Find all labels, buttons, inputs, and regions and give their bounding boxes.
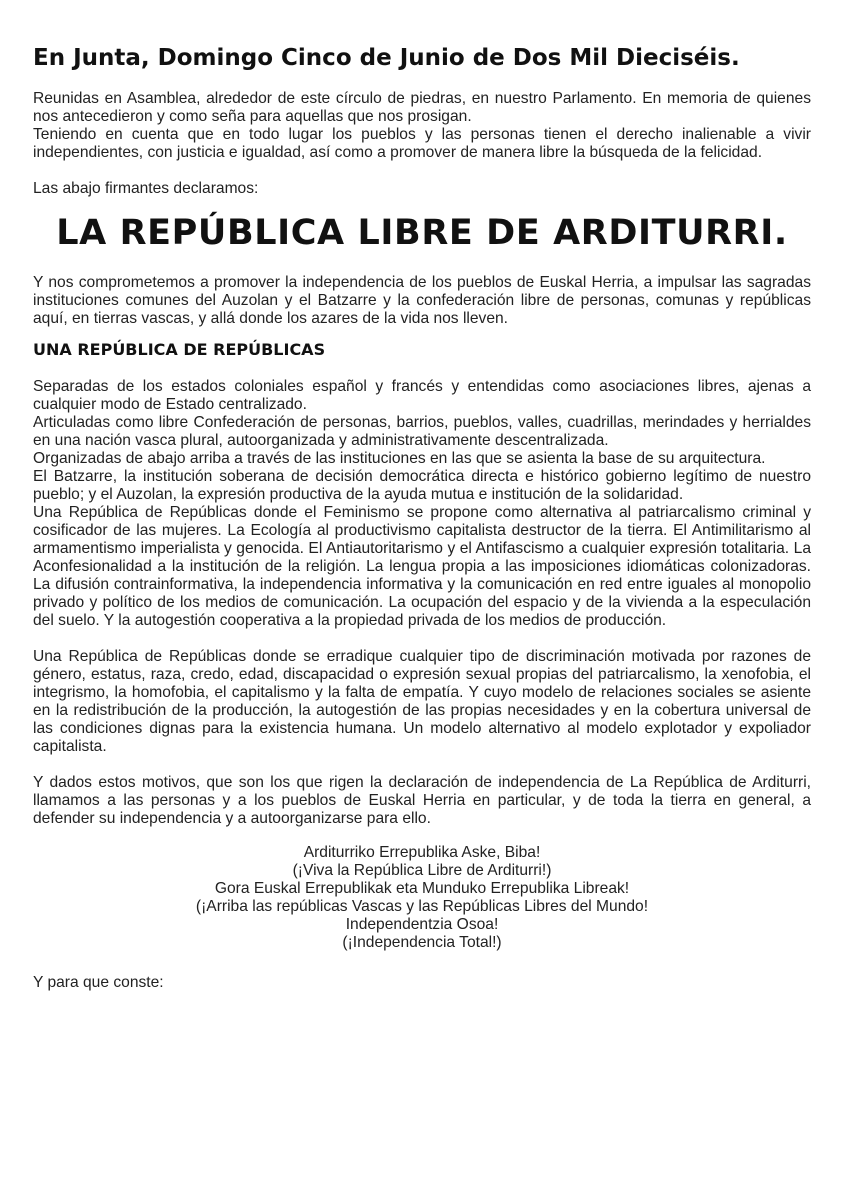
section-title: UNA REPÚBLICA DE REPÚBLICAS (33, 340, 326, 359)
slogan-line: (¡Arriba las repúblicas Vascas y las Repúblicas Libres del Mundo! (195, 898, 649, 915)
intro-paragraph-3: Las abajo firmantes declaramos: (33, 180, 259, 197)
section-paragraph-7: Y dados estos motivos, que son los que rigen la declaración de independencia de La República de Arditurri, llamamos a las personas y a los pueblos de Euskal Herria en particular, y de toda la tierra en general, a defender su independencia y a autoorganizarse para ello. (33, 774, 811, 827)
closing-line: Y para que conste: (33, 974, 164, 991)
section-paragraph-6: Una República de Repúblicas donde se erradique cualquier tipo de discriminación motivada por razones de género, estatus, raza, credo, edad, discapacidad o expresión sexual propias del patriarcalismo, la xenofobia, el integrismo, la homofobia, el capitalismo y la falta de empatía. Y cuyo modelo de relaciones sociales se asiente en la redistribución de la producción, la autogestión de las propias necesidades y en la cobertura universal de las condiciones dignas para la existencia humana. Un modelo alternativo al modelo explotador y expoliador capitalista. (33, 648, 811, 755)
section-paragraph-5: Una República de Repúblicas donde el Feminismo se propone como alternativa al patriarcalismo criminal y cosificador de las mujeres. La Ecología al productivismo capitalista destructor de la tierra. El Antimilitarismo al armamentismo imperialista y genocida. El Antiautoritarismo y el Antifascismo a cualquier expresión totalitaria. La Aconfesionalidad a la institución de la religión. La lengua propia a las imposiciones idiomáticas colonizadoras. La difusión contrainformativa, la independencia informativa y la comunicación en red entre iguales al monopolio privado y político de los medios de comunicación. La ocupación del espacio y de la vivienda a la especulación del suelo. Y la autogestión cooperativa a la propiedad privada de los medios de producción. (33, 504, 811, 629)
section-paragraph-4: El Batzarre, la institución soberana de decisión democrática directa e histórico gobierno legítimo de nuestro pueblo; y el Auzolan, la expresión productiva de la ayuda mutua e institución de la solidaridad. (33, 468, 811, 503)
slogan-line: Independentzia Osoa! (345, 916, 499, 933)
slogan-line: Arditurriko Errepublika Aske, Biba! (303, 844, 541, 861)
intro-paragraph-1: Reunidas en Asamblea, alrededor de este círculo de piedras, en nuestro Parlamento. En memoria de quienes nos antecedieron y como seña para aquellas que nos prosigan. (33, 90, 811, 125)
section-paragraph-3: Organizadas de abajo arriba a través de las instituciones en las que se asienta la base de su arquitectura. (33, 450, 766, 467)
document-page (33, 44, 811, 992)
section-paragraph-1: Separadas de los estados coloniales español y francés y entendidas como asociaciones libres, ajenas a cualquier modo de Estado centralizado. (33, 378, 811, 413)
intro-paragraph-2: Teniendo en cuenta que en todo lugar los pueblos y las personas tienen el derecho inalienable a vivir independientes, con justicia e igualdad, así como a promover de manera libre la búsqueda de la felicidad. (33, 126, 811, 161)
slogan-line: (¡Independencia Total!) (342, 934, 502, 951)
slogan-line: (¡Viva la República Libre de Arditurri!) (292, 862, 552, 879)
declaration-title: LA REPÚBLICA LIBRE DE ARDITURRI. (56, 213, 788, 253)
slogan-line: Gora Euskal Errepublikak eta Munduko Errepublika Libreak! (214, 880, 630, 897)
slogans-block (33, 844, 811, 952)
commitment-paragraph: Y nos comprometemos a promover la independencia de los pueblos de Euskal Herria, a impulsar las sagradas instituciones comunes del Auzolan y el Batzarre y la confederación libre de personas, comunas y repúblicas aquí, en tierras vascas, y allá donde los azares de la vida nos lleven. (33, 274, 811, 327)
section-paragraph-2: Articuladas como libre Confederación de personas, barrios, pueblos, valles, cuadrillas, merindades y herrialdes en una nación vasca plural, autoorganizada y administrativamente descentralizada. (33, 414, 811, 449)
document-heading: En Junta, Domingo Cinco de Junio de Dos Mil Dieciséis. (33, 45, 740, 71)
